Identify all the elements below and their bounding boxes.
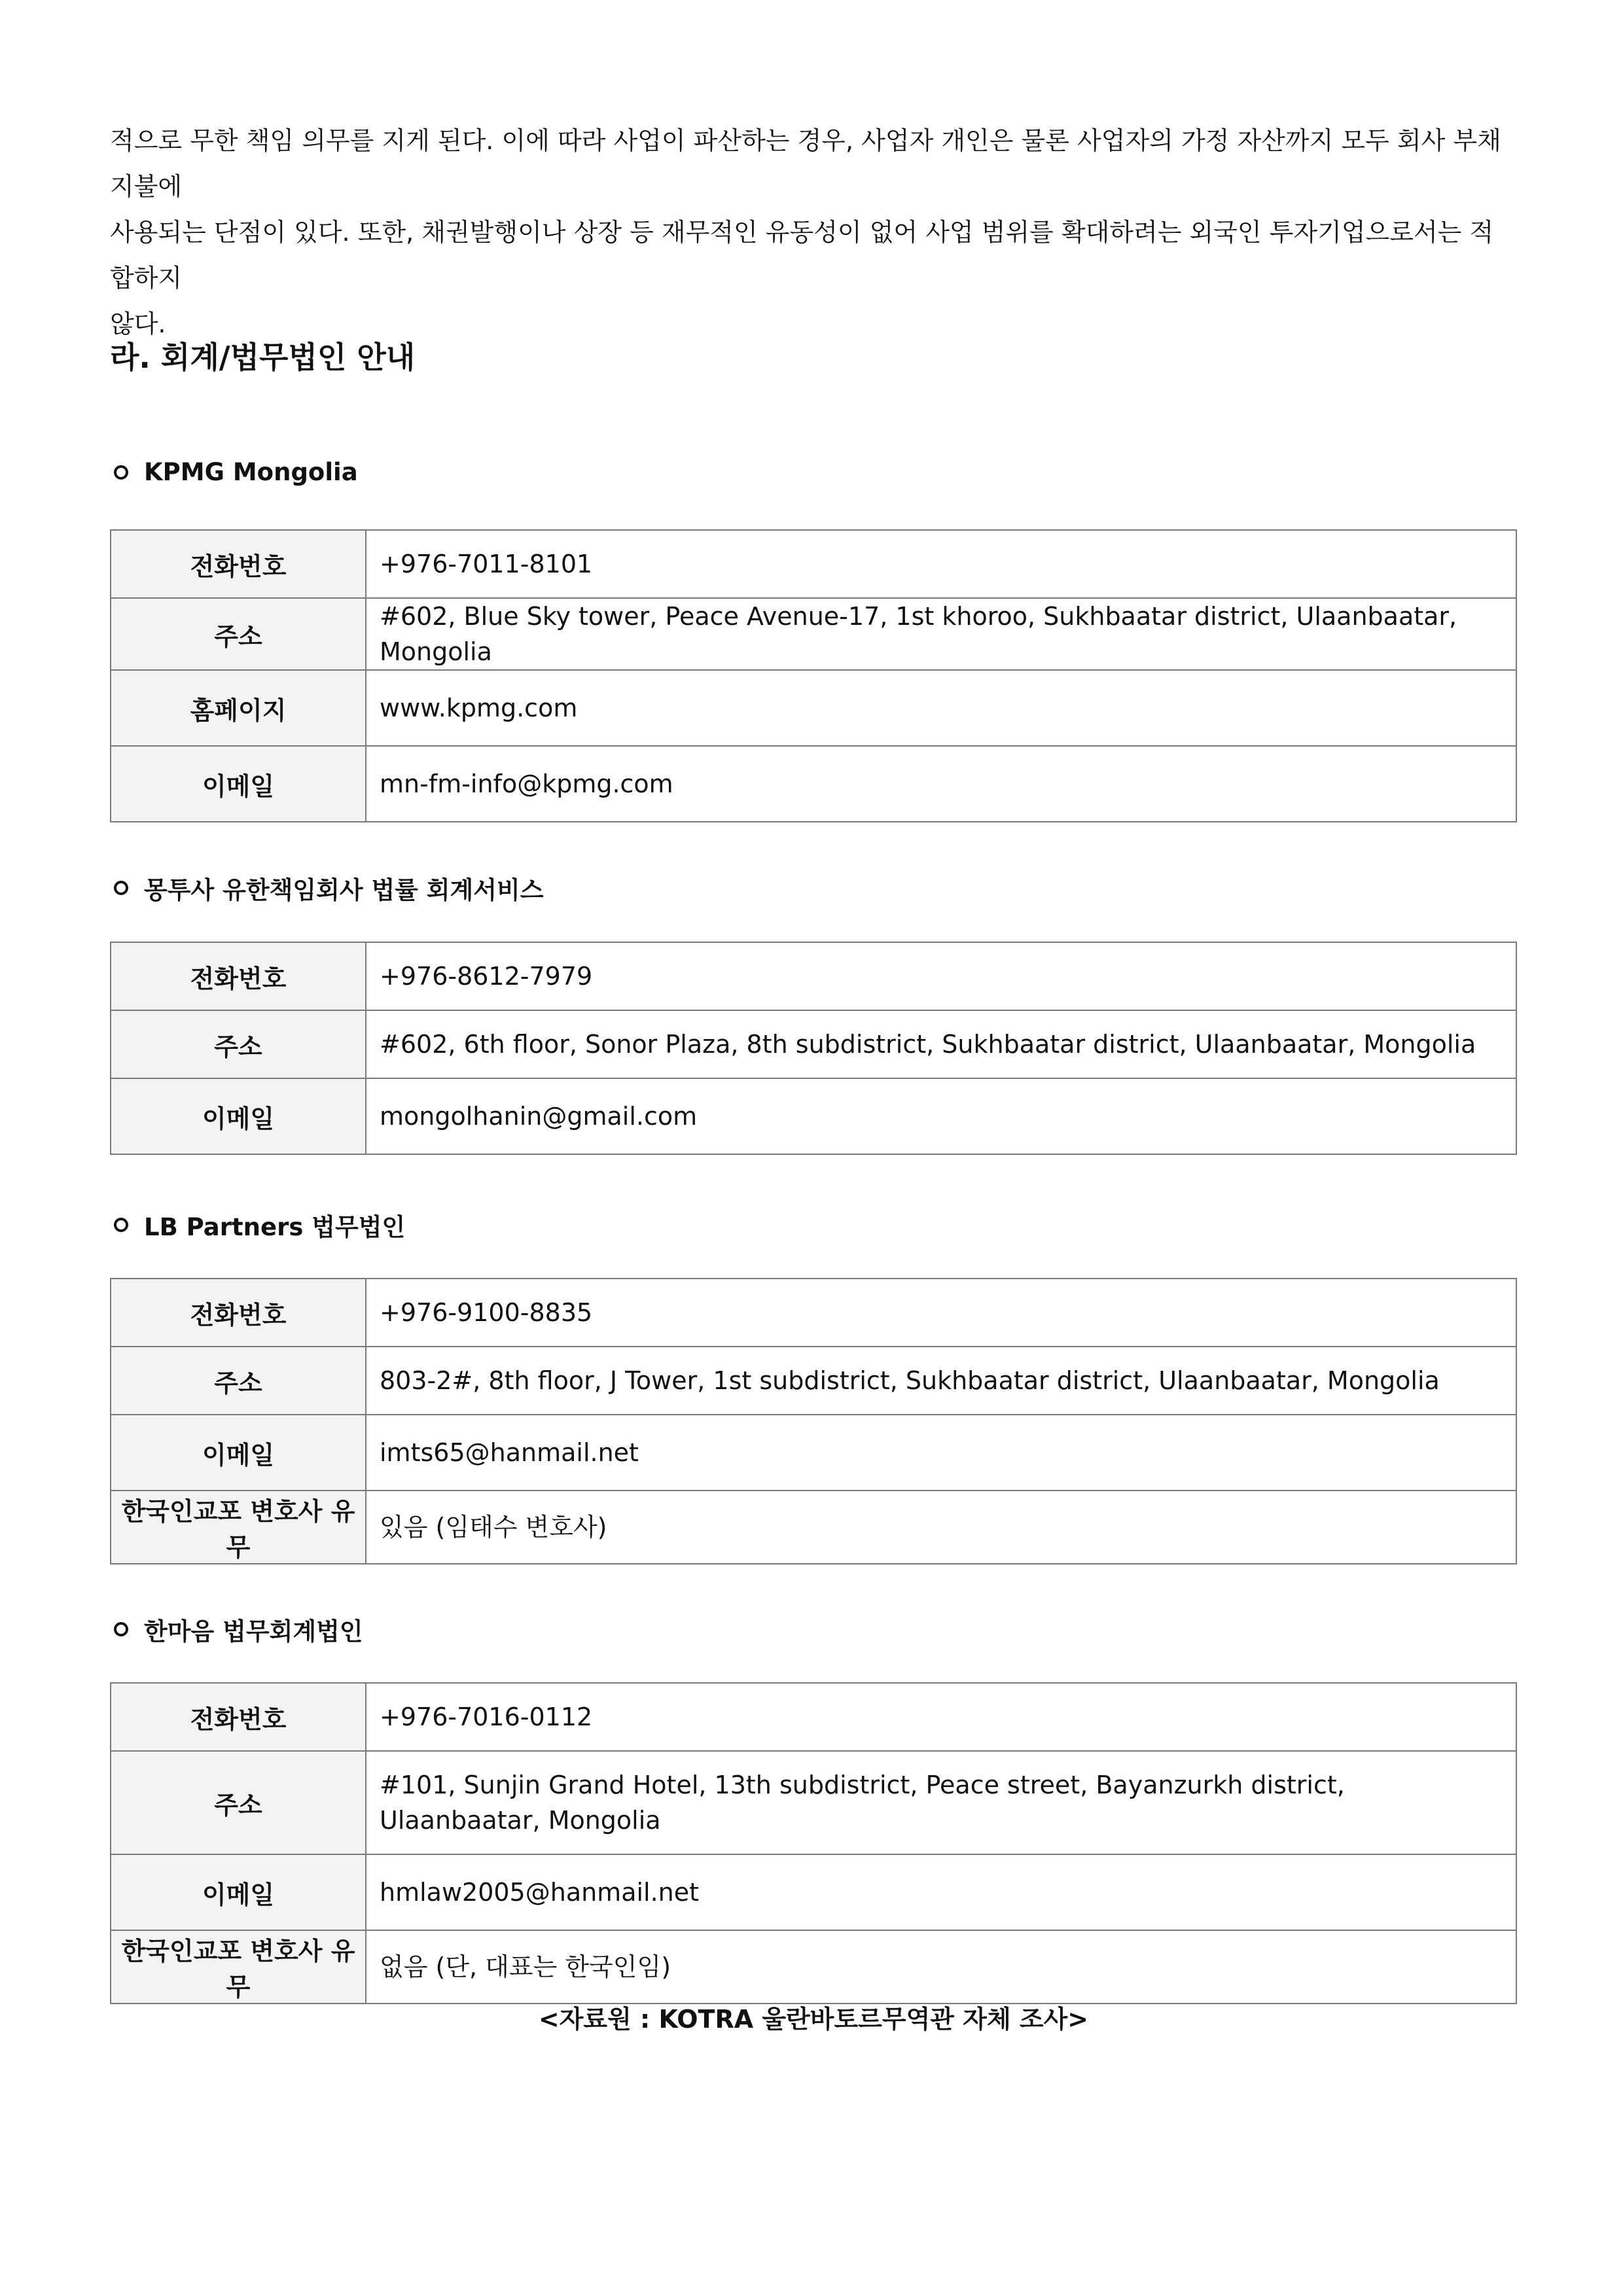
row-label: 전화번호 bbox=[111, 942, 366, 1010]
document-page bbox=[110, 118, 1517, 2034]
table-row bbox=[111, 670, 1516, 746]
circle-bullet-icon bbox=[114, 1622, 128, 1636]
row-value: +976-8612-7979 bbox=[366, 942, 1516, 1010]
company-heading bbox=[110, 458, 358, 486]
row-label: 이메일 bbox=[111, 746, 366, 822]
row-value: +976-7011-8101 bbox=[366, 530, 1516, 598]
table-row bbox=[111, 1347, 1516, 1415]
table-row bbox=[111, 1010, 1516, 1078]
circle-bullet-icon bbox=[114, 881, 128, 895]
table-row bbox=[111, 1415, 1516, 1491]
row-value: imts65@hanmail.net bbox=[366, 1415, 1516, 1491]
row-value: hmlaw2005@hanmail.net bbox=[366, 1854, 1516, 1930]
row-label: 이메일 bbox=[111, 1415, 366, 1491]
row-label: 홈페이지 bbox=[111, 670, 366, 746]
row-value: www.kpmg.com bbox=[366, 670, 1516, 746]
company-info-table bbox=[110, 1278, 1517, 1564]
table-row bbox=[111, 1491, 1516, 1564]
table-row bbox=[111, 1930, 1516, 2004]
intro-paragraph bbox=[110, 118, 1517, 347]
row-value: #602, Blue Sky tower, Peace Avenue-17, 1st khoroo, Sukhbaatar district, Ulaanbaatar, Mongolia bbox=[366, 598, 1516, 670]
row-value: 없음 (단, 대표는 한국인임) bbox=[366, 1930, 1516, 2004]
row-value: mongolhanin@gmail.com bbox=[366, 1078, 1516, 1154]
table-row bbox=[111, 598, 1516, 670]
table-row bbox=[111, 1683, 1516, 1751]
row-label: 이메일 bbox=[111, 1854, 366, 1930]
row-value: #602, 6th floor, Sonor Plaza, 8th subdistrict, Sukhbaatar district, Ulaanbaatar, Mongolia bbox=[366, 1010, 1516, 1078]
table-row bbox=[111, 1751, 1516, 1854]
row-label: 주소 bbox=[111, 1347, 366, 1415]
company-name: 몽투사 유한책임회사 법률 회계서비스 bbox=[144, 876, 544, 904]
row-value: +976-7016-0112 bbox=[366, 1683, 1516, 1751]
company-heading bbox=[110, 1207, 405, 1243]
company-name: LB Partners 법무법인 bbox=[144, 1213, 406, 1241]
source-note: <자료원 : KOTRA 울란바토르무역관 자체 조사> bbox=[538, 2005, 1089, 2034]
row-label: 한국인교포 변호사 유무 bbox=[111, 1491, 366, 1564]
intro-line: 않다. bbox=[110, 309, 166, 338]
row-label: 주소 bbox=[111, 598, 366, 670]
company-heading bbox=[110, 1612, 363, 1647]
company-name: 한마음 법무회계법인 bbox=[144, 1617, 363, 1646]
table-row bbox=[111, 1078, 1516, 1154]
intro-line: 적으로 무한 책임 의무를 지게 된다. 이에 따라 사업이 파산하는 경우, 사업자 개인은 물론 사업자의 가정 자산까지 모두 회사 부채 지불에 bbox=[110, 126, 1501, 201]
row-label: 이메일 bbox=[111, 1078, 366, 1154]
row-value: #101, Sunjin Grand Hotel, 13th subdistrict, Peace street, Bayanzurkh district, Ulaanbaatar, Mongolia bbox=[366, 1751, 1516, 1854]
company-info-table bbox=[110, 942, 1517, 1155]
company-heading bbox=[110, 870, 544, 906]
table-row bbox=[111, 530, 1516, 598]
row-value: 있음 (임태수 변호사) bbox=[366, 1491, 1516, 1564]
company-info-table bbox=[110, 529, 1517, 822]
table-row bbox=[111, 942, 1516, 1010]
company-info-table bbox=[110, 1682, 1517, 2004]
row-label: 전화번호 bbox=[111, 530, 366, 598]
row-value: mn-fm-info@kpmg.com bbox=[366, 746, 1516, 822]
table-row bbox=[111, 1279, 1516, 1347]
company-name: KPMG Mongolia bbox=[144, 458, 358, 486]
row-label: 전화번호 bbox=[111, 1683, 366, 1751]
circle-bullet-icon bbox=[114, 465, 128, 480]
row-value: 803-2#, 8th floor, J Tower, 1st subdistrict, Sukhbaatar district, Ulaanbaatar, Mongolia bbox=[366, 1347, 1516, 1415]
circle-bullet-icon bbox=[114, 1218, 128, 1232]
row-label: 전화번호 bbox=[111, 1279, 366, 1347]
row-label: 주소 bbox=[111, 1751, 366, 1854]
row-label: 한국인교포 변호사 유무 bbox=[111, 1930, 366, 2004]
table-row bbox=[111, 746, 1516, 822]
section-title: 라. 회계/법무법인 안내 bbox=[110, 340, 416, 375]
table-row bbox=[111, 1854, 1516, 1930]
row-label: 주소 bbox=[111, 1010, 366, 1078]
row-value: +976-9100-8835 bbox=[366, 1279, 1516, 1347]
intro-line: 사용되는 단점이 있다. 또한, 채권발행이나 상장 등 재무적인 유동성이 없어 사업 범위를 확대하려는 외국인 투자기업으로서는 적합하지 bbox=[110, 218, 1494, 292]
